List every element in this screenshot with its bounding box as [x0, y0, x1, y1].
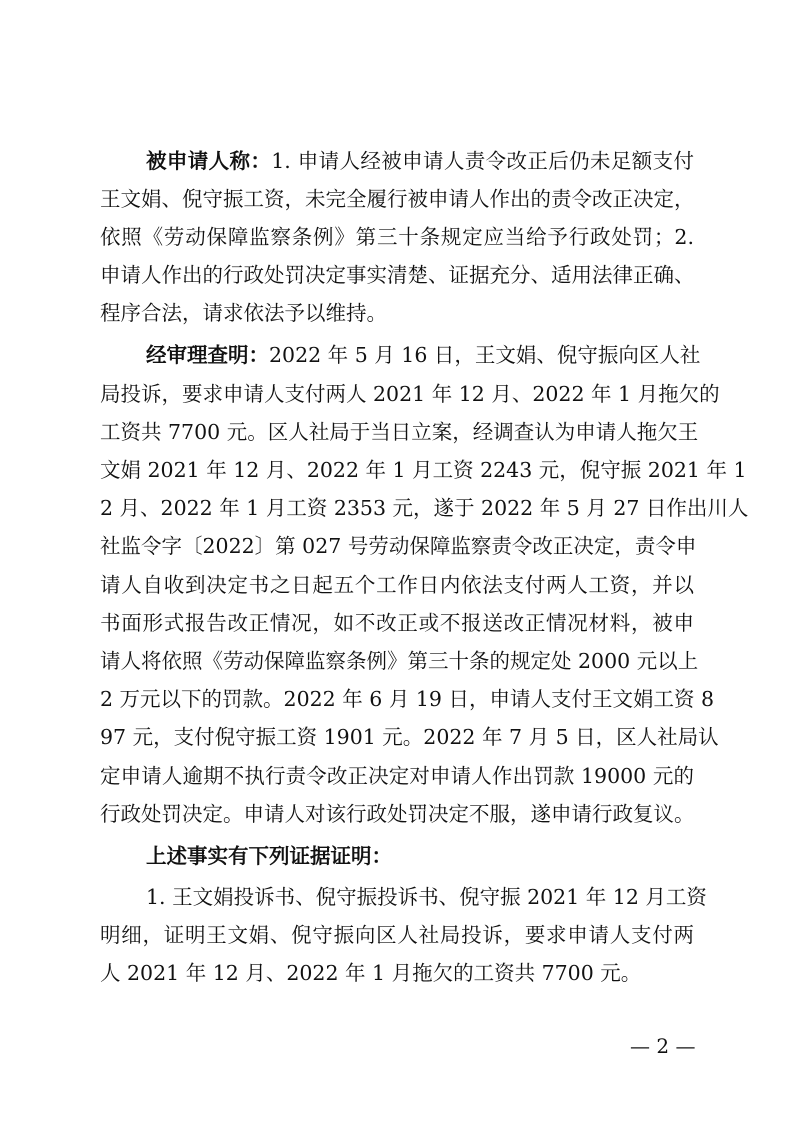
paragraph-findings-line-4: 文娟 2021 年 12 月、2022 年 1 月工资 2243 元，倪守振 2021 年 1: [100, 458, 747, 482]
paragraph-findings-line-5: 2 月、2022 年 1 月工资 2353 元，遂于 2022 年 5 月 27 日作出川人: [100, 496, 749, 520]
text-line: 1. 申请人经被申请人责令改正后仍未足额支付: [271, 149, 695, 173]
paragraph-findings-line-1: [146, 337, 701, 373]
paragraph-findings-line-3: 工资共 7700 元。区人社局于当日立案，经调查认为申请人拖欠王: [100, 420, 699, 444]
paragraph-findings-line-8: 书面形式报告改正情况，如不改正或不报送改正情况材料，被申: [100, 611, 694, 635]
paragraph-findings-line-12: 定申请人逾期不执行责令改正决定对申请人作出罚款 19000 元的: [100, 764, 694, 788]
evidence-item-1-line-1: 1. 王文娟投诉书、倪守振投诉书、倪守振 2021 年 12 月工资: [146, 885, 707, 909]
evidence-item-1-line-2: 明细，证明王文娟、倪守振向区人社局投诉，要求申请人支付两: [100, 923, 694, 947]
paragraph-respondent-line-5: 程序合法，请求依法予以维持。: [100, 301, 387, 325]
paragraph-findings-line-6: 社监令字〔2022〕第 027 号劳动保障监察责令改正决定，责令申: [100, 534, 697, 558]
page-number: — 2 —: [630, 1034, 696, 1058]
paragraph-respondent-line-2: 王文娟、倪守振工资，未完全履行被申请人作出的责令改正决定，: [100, 187, 695, 211]
paragraph-findings-line-13: 行政处罚决定。申请人对该行政处罚决定不服，遂申请行政复议。: [100, 802, 695, 826]
text-line: 2022 年 5 月 16 日，王文娟、倪守振向区人社: [269, 343, 701, 367]
paragraph-respondent-line-3: 依照《劳动保障监察条例》第三十条规定应当给予行政处罚；2.: [100, 225, 694, 249]
paragraph-findings-line-10: 2 万元以下的罚款。2022 年 6 月 19 日，申请人支付王文娟工资 8: [100, 687, 714, 711]
paragraph-findings-line-7: 请人自收到决定书之日起五个工作日内依法支付两人工资，并以: [100, 573, 694, 597]
paragraph-respondent-line-4: 申请人作出的行政处罚决定事实清楚、证据充分、适用法律正确、: [100, 263, 695, 287]
heading-respondent-statement: 被申请人称：: [146, 149, 272, 173]
evidence-item-1-line-3: 人 2021 年 12 月、2022 年 1 月拖欠的工资共 7700 元。: [100, 961, 642, 985]
paragraph-findings-line-2: 局投诉，要求申请人支付两人 2021 年 12 月、2022 年 1 月拖欠的: [100, 382, 720, 406]
paragraph-findings-line-11: 97 元，支付倪守振工资 1901 元。2022 年 7 月 5 日，区人社局认: [100, 725, 719, 749]
heading-evidence: 上述事实有下列证据证明：: [146, 844, 392, 868]
paragraph-findings-line-9: 请人将依照《劳动保障监察条例》第三十条的规定处 2000 元以上: [100, 649, 699, 673]
heading-findings: 经审理查明：: [146, 343, 269, 367]
paragraph-evidence-heading-line: [146, 838, 694, 874]
paragraph-respondent-line-1: [146, 143, 694, 179]
